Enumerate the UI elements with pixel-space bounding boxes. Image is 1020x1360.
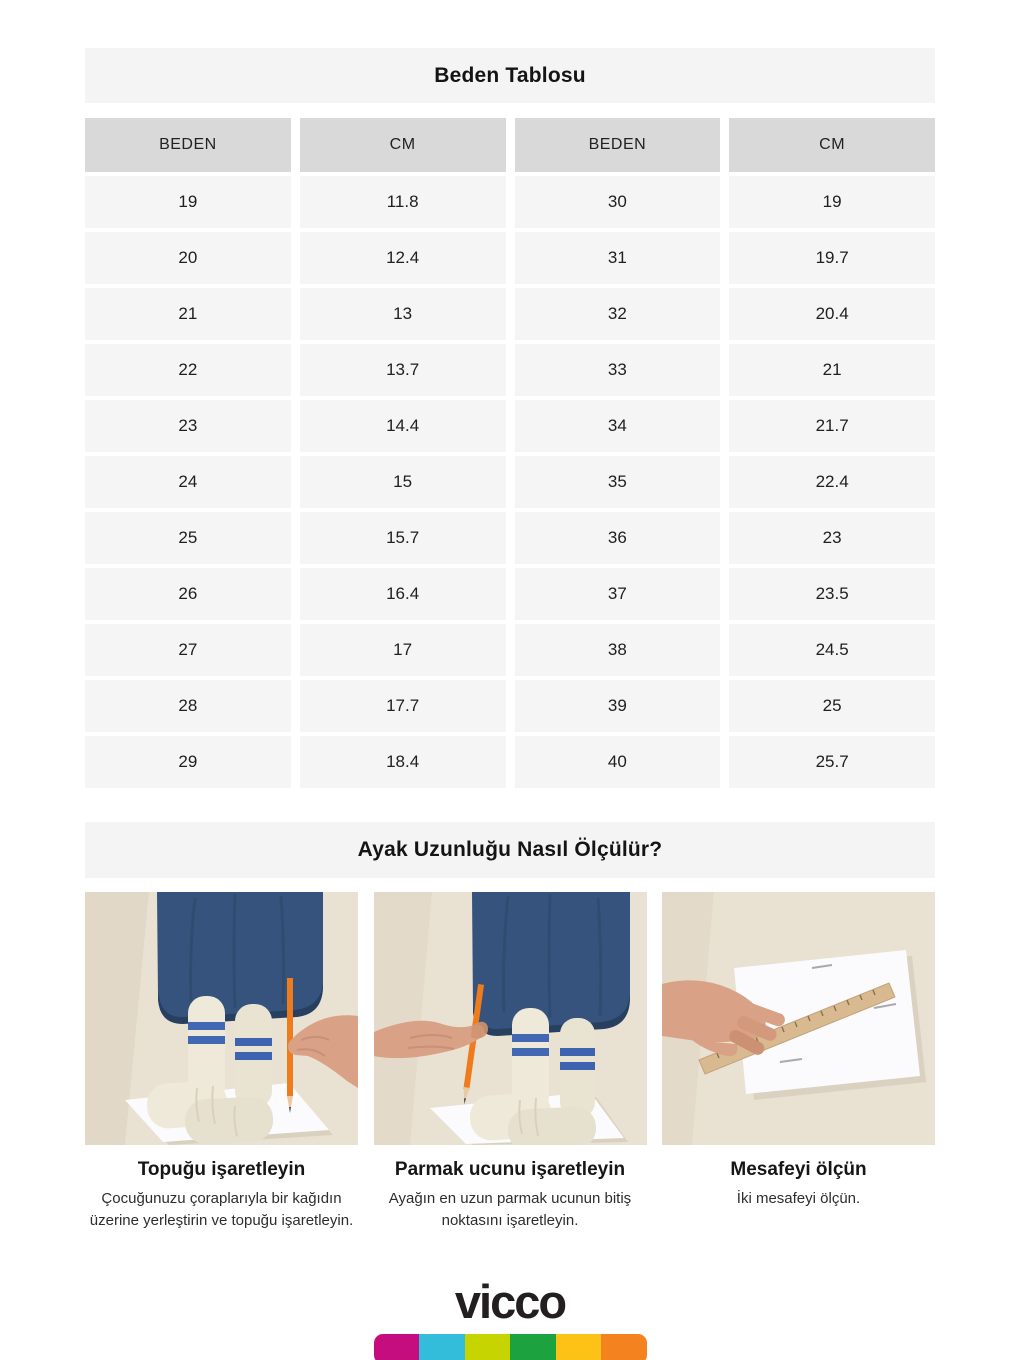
size-cell: 13.7: [300, 344, 506, 396]
size-cell: 33: [515, 344, 721, 396]
table-header-cm-left: CM: [300, 118, 506, 172]
size-cell: 11.8: [300, 176, 506, 228]
table-header-beden-right: BEDEN: [515, 118, 721, 172]
mark-heel-photo: [85, 892, 358, 1145]
size-cell: 13: [300, 288, 506, 340]
size-cell: 29: [85, 736, 291, 788]
step-heading: Parmak ucunu işaretleyin: [394, 1159, 626, 1180]
size-cell: 12.4: [300, 232, 506, 284]
size-cell: 15: [300, 456, 506, 508]
size-cell: 19: [85, 176, 291, 228]
size-cell: 17: [300, 624, 506, 676]
size-chart-title-band: [85, 48, 935, 103]
step-heading: Topuğu işaretleyin: [137, 1159, 306, 1180]
size-cell: 14.4: [300, 400, 506, 452]
size-cell: 21.7: [729, 400, 935, 452]
pencil: [287, 978, 293, 1096]
measure-distance-photo: [662, 892, 935, 1145]
size-cell: 16.4: [300, 568, 506, 620]
size-cell: 19.7: [729, 232, 935, 284]
brand-bar-segment: [510, 1334, 556, 1360]
size-cell: 23: [85, 400, 291, 452]
size-cell: 40: [515, 736, 721, 788]
size-cell: 36: [515, 512, 721, 564]
step-heading: Mesafeyi ölçün: [730, 1159, 867, 1180]
size-cell: 28: [85, 680, 291, 732]
size-cell: 26: [85, 568, 291, 620]
size-cell: 23.5: [729, 568, 935, 620]
size-cell: 19: [729, 176, 935, 228]
table-header-cm-right: CM: [729, 118, 935, 172]
size-cell: 20: [85, 232, 291, 284]
size-cell: 31: [515, 232, 721, 284]
brand-bar-segment: [601, 1334, 647, 1360]
step-body: Ayağın en uzun parmak ucunun bitiş noktasını işaretleyin.: [388, 1190, 632, 1229]
measure-section-title: Ayak Uzunluğu Nasıl Ölçülür?: [357, 838, 663, 861]
size-cell: 27: [85, 624, 291, 676]
step-mark-heel: [85, 892, 358, 1232]
size-cell: 25: [729, 680, 935, 732]
size-cell: 30: [515, 176, 721, 228]
size-cell: 37: [515, 568, 721, 620]
foot-back: [184, 1096, 274, 1145]
size-cell: 38: [515, 624, 721, 676]
size-cell: 25.7: [729, 736, 935, 788]
size-cell: 34: [515, 400, 721, 452]
brand-bar-segment: [465, 1334, 511, 1360]
step-mark-toe: [374, 892, 647, 1232]
size-cell: 22: [85, 344, 291, 396]
size-cell: 32: [515, 288, 721, 340]
jeans: [157, 892, 323, 1020]
brand-color-bar: [374, 1334, 647, 1360]
step-body: Çocuğunuzu çoraplarıyla bir kağıdın üzerine yerleştirin ve topuğu işaretleyin.: [89, 1190, 354, 1229]
brand-bar-segment: [374, 1334, 420, 1360]
step-body: İki mesafeyi ölçün.: [736, 1190, 861, 1207]
brand-logo: vicco: [454, 1274, 566, 1328]
size-cell: 18.4: [300, 736, 506, 788]
size-table: [85, 118, 935, 788]
size-cell: 24.5: [729, 624, 935, 676]
size-cell: 23: [729, 512, 935, 564]
measure-section-band: [85, 822, 935, 878]
size-cell: 39: [515, 680, 721, 732]
brand-bar-segment: [556, 1334, 602, 1360]
brand-bar-segment: [419, 1334, 465, 1360]
size-cell: 22.4: [729, 456, 935, 508]
brand-footer: [85, 1274, 935, 1360]
size-cell: 20.4: [729, 288, 935, 340]
size-cell: 21: [729, 344, 935, 396]
size-cell: 25: [85, 512, 291, 564]
size-cell: 15.7: [300, 512, 506, 564]
size-cell: 35: [515, 456, 721, 508]
step-measure-distance: [662, 892, 935, 1232]
table-header-beden-left: BEDEN: [85, 118, 291, 172]
mark-toe-photo: [374, 892, 647, 1145]
size-cell: 24: [85, 456, 291, 508]
size-cell: 17.7: [300, 680, 506, 732]
measure-steps: [85, 892, 935, 1232]
page-title: Beden Tablosu: [434, 63, 586, 87]
size-cell: 21: [85, 288, 291, 340]
